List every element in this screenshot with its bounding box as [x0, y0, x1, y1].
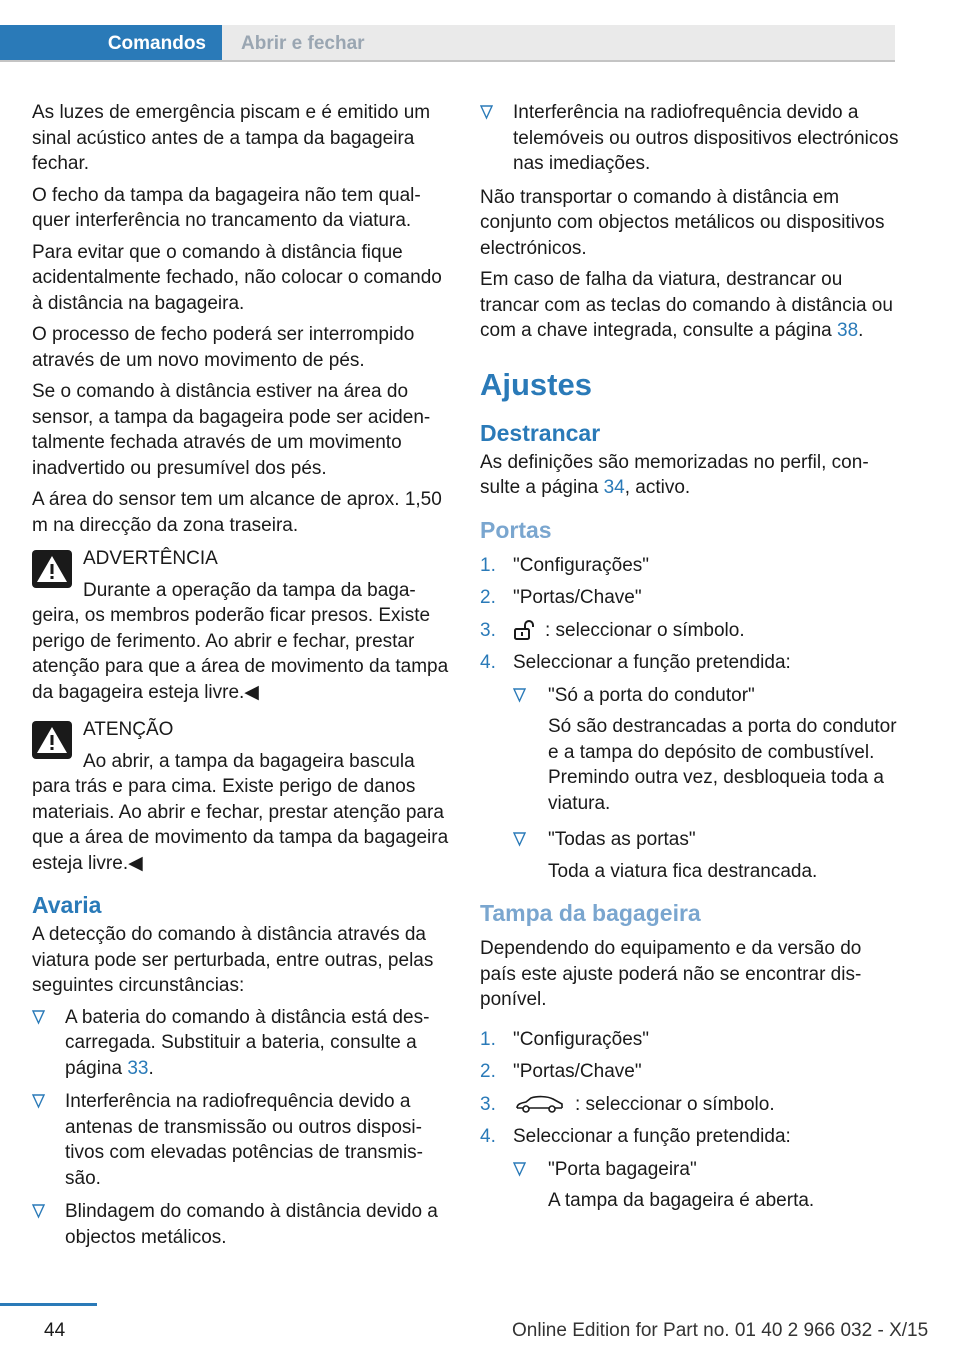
list-item: "Todas as portas" Toda a viatura fica destrancada.: [513, 827, 900, 884]
list-item: 1. "Configurações": [480, 1028, 650, 1050]
numbered-list-tampa: [480, 1027, 900, 1214]
tab-comandos[interactable]: Comandos: [0, 25, 222, 62]
list-item: 2. "Portas/Chave": [480, 587, 642, 608]
list-item: 4. Seleccionar a função pretendida: "Porta bagageira" A tampa da bagageira é aberta.: [480, 1124, 900, 1214]
paragraph: A detecção do comando à distância através da viatura pode ser perturbada, entre outras, pelas seguintes circunstâncias:: [32, 924, 434, 996]
car-open-tailgate-icon: [513, 1095, 565, 1113]
list-item: 3. : seleccionar o símbolo.: [480, 1093, 775, 1115]
left-column: [32, 100, 452, 1258]
right-column: [480, 100, 900, 1225]
paragraph: Para evitar que o comando à distância fique acidentalmente fechado, não colocar o comando à distância na bagageira.: [32, 241, 442, 314]
bullet-list: [32, 1005, 452, 1251]
paragraph: As definições são memorizadas no perfil, consulte a página 34, activo.: [480, 451, 869, 498]
page-number: 44: [44, 1320, 66, 1341]
paragraph: Se o comando à distância estiver na área do sensor, a tampa da bagageira pode ser acidentalmente fechada através de um movimento inadvertido ou presumível dos pés.: [32, 381, 431, 479]
list-item: "Porta bagageira" A tampa da bagageira é aberta.: [513, 1157, 900, 1214]
heading-ajustes: Ajustes: [480, 366, 592, 402]
warning-atencao: [32, 717, 452, 876]
list-item: Blindagem do comando à distância devido a objectos metálicos.: [32, 1199, 452, 1250]
triangle-bullet-icon: [513, 688, 526, 703]
caution-triangle-icon: [32, 721, 72, 759]
heading-portas: Portas: [480, 516, 552, 543]
footer-divider: [0, 1303, 97, 1306]
bullet-list: [480, 100, 900, 177]
heading-tampa-da-bagageira: Tampa da bagageira: [480, 900, 701, 926]
triangle-bullet-icon: [480, 105, 493, 120]
heading-avaria: Avaria: [32, 892, 102, 918]
triangle-bullet-icon: [513, 832, 526, 847]
heading-destrancar: Destrancar: [480, 419, 601, 446]
list-item: 3. : seleccionar o símbolo.: [480, 619, 745, 641]
page-link[interactable]: 34: [603, 477, 625, 498]
tab-abrir-e-fechar[interactable]: Abrir e fechar: [222, 25, 895, 62]
triangle-bullet-icon: [32, 1204, 45, 1219]
paragraph: O fecho da tampa da bagageira não tem qualquer interferência no trancamento da viatura.: [32, 184, 421, 231]
warning-body: Ao abrir, a tampa da bagageira bascula para trás e para cima. Existe perigo de danos materiais. Ao abrir e fechar, prestar atenção para que a área de movimento da tampa da bagageira esteja livre.◀: [32, 750, 449, 874]
chapter-header: [0, 0, 895, 62]
numbered-list-portas: [480, 553, 900, 885]
sub-list: [513, 683, 900, 885]
warning-title: ADVERTÊNCIA: [83, 548, 218, 569]
warning-body: Durante a operação da tampa da baga- geira, os membros poderão ficar presos. Existe perigo de ferimento. Ao abrir e fechar, prestar atenção para que a área de movimento da tampa da bagageira esteja livre.◀: [32, 579, 449, 703]
page-link[interactable]: 38: [837, 320, 859, 341]
warning-advertencia: [32, 546, 452, 705]
paragraph: Em caso de falha da viatura, destrancar ou trancar com as teclas do comando à distância ou com a chave integrada, consulte a página 38.: [480, 269, 893, 341]
paragraph: A área do sensor tem um alcance de aprox. 1,50 m na direcção da zona traseira.: [32, 489, 442, 536]
triangle-bullet-icon: [513, 1162, 526, 1177]
paragraph: Dependendo do equipamento e da versão do país este ajuste poderá não se encontrar disponível.: [480, 938, 862, 1010]
list-item: A bateria do comando à distância está descarregada. Substituir a bateria, consulte a página 33.: [32, 1005, 452, 1082]
list-item: Interferência na radiofrequência devido a antenas de transmissão ou outros dispositivos com elevadas potências de transmissão.: [32, 1089, 452, 1191]
warning-triangle-icon: [32, 550, 72, 588]
triangle-bullet-icon: [32, 1010, 45, 1025]
triangle-bullet-icon: [32, 1094, 45, 1109]
page-link[interactable]: 33: [127, 1057, 149, 1079]
sub-list: [513, 1157, 900, 1214]
paragraph: O processo de fecho poderá ser interrompido através de um novo movimento de pés.: [32, 324, 415, 371]
list-item: 2. "Portas/Chave": [480, 1061, 642, 1082]
list-item: 1. "Configurações": [480, 554, 650, 576]
list-item: Interferência na radiofrequência devido a telemóveis ou outros dispositivos electrónicos nas imediações.: [480, 100, 900, 177]
list-item: "Só a porta do condutor" Só são destrancadas a porta do condutor e a tampa do depósito de combustível. Premindo outra vez, desbloqueia toda a viatura.: [513, 683, 900, 817]
unlocked-padlock-icon: [513, 620, 535, 640]
paragraph: Não transportar o comando à distância em conjunto com objectos metálicos ou dispositivos electrónicos.: [480, 186, 885, 259]
header-divider: [0, 60, 895, 62]
paragraph: As luzes de emergência piscam e é emitido um sinal acústico antes de a tampa da bagageira fechar.: [32, 102, 431, 174]
edition-text: Online Edition for Part no. 01 40 2 966 032 - X/15: [512, 1320, 929, 1341]
list-item: 4. Seleccionar a função pretendida: "Só a porta do condutor" Só são destrancadas a porta do condutor e a tampa do depósito de combustível. Premindo outra vez, desbloqueia toda a viatura. "Todas as portas" Toda a viatura fica destrancada.: [480, 650, 900, 884]
warning-title: ATENÇÃO: [83, 719, 174, 740]
